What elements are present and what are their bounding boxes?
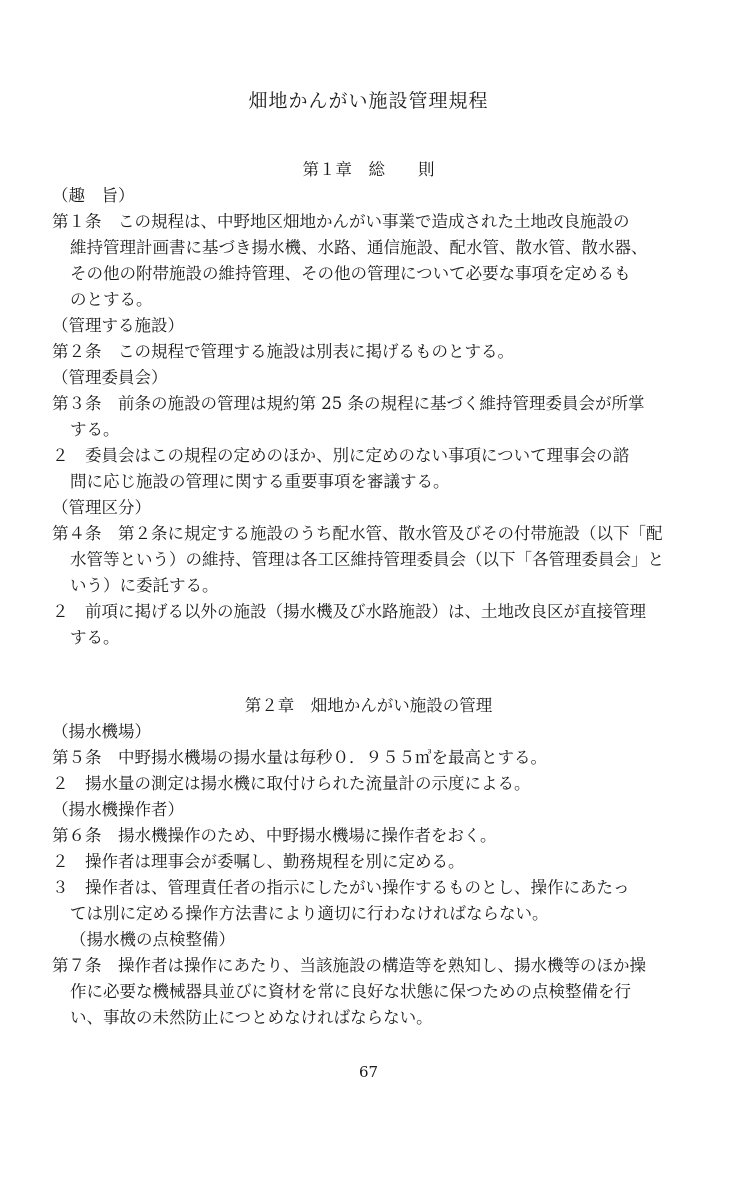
article-4-paragraph-2-line: する。: [70, 628, 120, 647]
article-6-paragraph-3-line: ３ 操作者は、管理責任者の指示にしたがい操作するものとし、操作にあたっ: [52, 878, 630, 897]
article-7-line: 作に必要な機械器具並びに資材を常に良好な状態に保つための点検整備を行: [70, 982, 631, 1001]
section-heading-pump-inspection: （揚水機の点検整備）: [70, 930, 235, 949]
section-heading-purpose: （趣 旨）: [52, 186, 135, 205]
article-4-line: 第４条 第２条に規定する施設のうち配水管、散水管及びその付帯施設（以下「配: [52, 524, 663, 543]
article-6-paragraph-3-line: ては別に定める操作方法書により適切に行わなければならない。: [70, 904, 549, 923]
article-7-line: い、事故の未然防止につとめなければならない。: [70, 1008, 433, 1027]
article-5-paragraph-2-line: ２ 揚水量の測定は揚水機に取付けられた流量計の示度による。: [52, 774, 531, 793]
chapter-2-heading: 第２章 畑地かんがい施設の管理: [244, 696, 493, 715]
article-6-line: 第６条 揚水機操作のため、中野揚水機場に操作者をおく。: [52, 826, 497, 845]
article-2-line: 第２条 この規程で管理する施設は別表に掲げるものとする。: [52, 342, 514, 361]
article-3-paragraph-2-line: ２ 委員会はこの規程の定めのほか、別に定めのない事項について理事会の諮: [52, 446, 630, 465]
article-1-line: のとする。: [70, 290, 153, 309]
article-4-paragraph-2-line: ２ 前項に掲げる以外の施設（揚水機及び水路施設）は、土地改良区が直接管理: [52, 602, 646, 621]
article-4-line: いう）に委託する。: [70, 576, 219, 595]
article-1-line: 維持管理計画書に基づき揚水機、水路、通信施設、配水管、散水管、散水器、: [70, 238, 648, 257]
article-4-line: 水管等という）の維持、管理は各工区維持管理委員会（以下「各管理委員会」と: [70, 550, 664, 569]
article-1-line: 第１条 この規程は、中野地区畑地かんがい事業で造成された土地改良施設の: [52, 212, 630, 231]
article-3-line: 第３条 前条の施設の管理は規約第 25 条の規程に基づく維持管理委員会が所掌: [52, 394, 645, 413]
section-heading-pump-operator: （揚水機操作者）: [52, 800, 184, 819]
article-5-line: 第５条 中野揚水機場の揚水量は毎秒０．９５５㎥を最高とする。: [52, 748, 547, 767]
chapter-1-heading: 第１章 総 則: [302, 160, 435, 179]
document-title: 畑地かんがい施設管理規程: [248, 90, 489, 112]
article-3-paragraph-2-line: 問に応じ施設の管理に関する重要事項を審議する。: [70, 472, 450, 491]
page-number: 67: [358, 1063, 379, 1081]
article-6-paragraph-2-line: ２ 操作者は理事会が委嘱し、勤務規程を別に定める。: [52, 852, 465, 871]
article-1-line: その他の附帯施設の維持管理、その他の管理について必要な事項を定めるも: [70, 264, 631, 283]
article-7-line: 第７条 操作者は操作にあたり、当該施設の構造等を熟知し、揚水機等のほか操: [52, 956, 646, 975]
section-heading-facilities: （管理する施設）: [52, 316, 184, 335]
section-heading-committee: （管理委員会）: [52, 368, 168, 387]
section-heading-division: （管理区分）: [52, 498, 151, 517]
section-heading-pump-station: （揚水機場）: [52, 722, 151, 741]
article-3-line: する。: [70, 420, 120, 439]
